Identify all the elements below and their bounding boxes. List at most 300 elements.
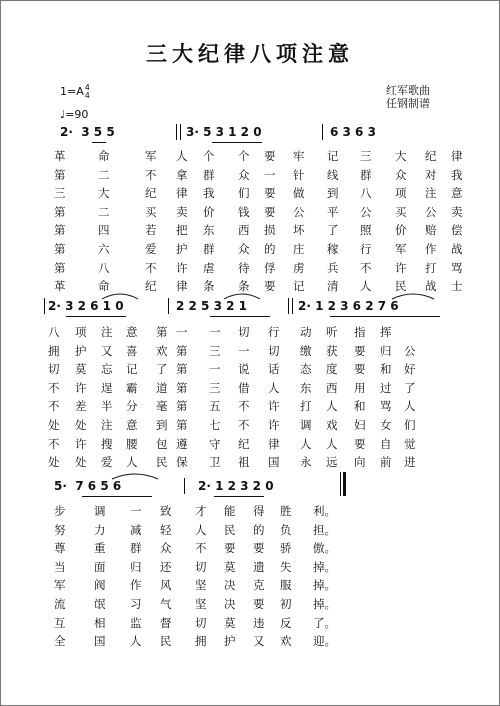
lyric-char: 掉。 [313, 578, 336, 593]
lyric-char: 相 [94, 615, 106, 630]
lyric-char: 群 [360, 167, 372, 182]
lyric-char: 胜 [280, 504, 292, 518]
lyric-char: 才 [195, 504, 207, 518]
lyric-char: 价 [395, 223, 407, 238]
lyric-char: 一 [209, 362, 221, 377]
lyric-char: 人 [360, 279, 372, 294]
barline [184, 478, 185, 494]
lyric-char: 不 [145, 260, 157, 275]
lyric-char: 俘 [264, 260, 276, 275]
lyric-char: 公 [404, 343, 416, 358]
lyric-char: 保 [176, 455, 188, 470]
lyric-char: 线 [327, 167, 339, 182]
lyric-char: 条 [238, 279, 250, 294]
lyric-char: 人 [126, 455, 138, 470]
lyric-char: 律 [268, 436, 280, 451]
lyric-char: 注 [101, 325, 113, 339]
lyric-char: 要 [354, 436, 366, 451]
lyric-char: 记 [327, 149, 339, 163]
lyric-char: 和 [354, 399, 366, 414]
lyric-char: 度 [326, 362, 338, 377]
lyric-char: 买 [395, 204, 407, 219]
lyric-char: 切 [48, 362, 60, 377]
lyric-char: 的 [264, 242, 276, 256]
lyric-char: 又 [101, 343, 113, 358]
lyric-char: 切 [238, 325, 250, 339]
lyric-char: 个 [238, 149, 250, 163]
lyric-char: 兵 [327, 260, 339, 275]
lyric-char: 战 [451, 242, 463, 256]
lyric-char: 把 [176, 223, 188, 238]
lyric-char: 包 [156, 436, 168, 451]
lyric-char: 远 [326, 455, 338, 470]
lyric-char: 大 [395, 149, 407, 163]
lyric-char: 向 [354, 455, 366, 470]
lyric-char: 作 [130, 578, 142, 593]
lyric-char: 群 [130, 541, 142, 556]
lyric-char: 不 [48, 436, 60, 451]
final-barline-thick [343, 472, 346, 496]
lyric-char: 第 [176, 399, 188, 414]
lyric-char: 气 [160, 597, 172, 611]
lyric-char: 第 [176, 362, 188, 377]
lyric-char: 自 [380, 436, 392, 451]
lyric-char: 轻 [160, 522, 172, 537]
lyric-char: 致 [160, 504, 172, 518]
song-title: 三大纪律八项注意 [146, 42, 354, 66]
lyric-char: 作 [425, 242, 437, 256]
lyric-char: 纪 [145, 279, 157, 294]
lyric-char: 民 [160, 634, 172, 649]
tempo-mark: ♩=90 [60, 108, 89, 121]
lyric-char: 一 [264, 167, 276, 182]
lyric-char: 士 [451, 279, 463, 294]
lyric-char: 决 [224, 597, 236, 611]
lyric-char: 七 [209, 418, 221, 432]
lyric-char: 行 [268, 325, 280, 339]
lyric-char: 要 [253, 597, 265, 611]
lyric-char: 三 [54, 186, 66, 201]
credits [386, 84, 430, 110]
lyric-char: 公 [425, 204, 437, 219]
lyric-char: 霸 [126, 380, 138, 395]
underline [210, 316, 270, 317]
lyric-char: 力 [94, 522, 106, 537]
lyric-char: 喜 [126, 343, 138, 358]
lyric-char: 做 [293, 186, 305, 201]
lyric-char: 公 [293, 204, 305, 219]
lyric-char: 到 [156, 418, 168, 432]
lyric-char: 用 [354, 380, 366, 395]
lyric-char: 借 [238, 380, 250, 395]
lyric-char: 差 [75, 399, 87, 414]
lyric-char: 不 [360, 260, 372, 275]
lyric-char: 又 [253, 634, 265, 649]
lyric-char: 第 [54, 260, 66, 275]
lyric-char: 革 [54, 149, 66, 163]
lyric-char: 能 [224, 504, 236, 518]
lyric-char: 律 [451, 149, 463, 163]
lyric-char: 当 [54, 559, 66, 574]
lyric-char: 价 [203, 204, 215, 219]
credit-origin: 红军歌曲 [386, 84, 430, 97]
lyric-char: 反 [280, 615, 292, 630]
lyric-char: 赔 [425, 223, 437, 238]
lyric-char: 许 [75, 380, 87, 395]
lyric-char: 许 [268, 418, 280, 432]
lyric-char: 意 [451, 186, 463, 201]
key-signature [60, 84, 90, 100]
lyric-char: 流 [54, 597, 66, 611]
lyric-char: 和 [380, 362, 392, 377]
lyric-char: 国 [268, 455, 280, 470]
lyric-char: 切 [268, 343, 280, 358]
lyric-char: 调 [94, 504, 106, 518]
lyric-char: 纪 [238, 436, 250, 451]
lyric-char: 许 [395, 260, 407, 275]
lyric-char: 群 [203, 167, 215, 182]
lyric-char: 人 [326, 436, 338, 451]
lyric-char: 腰 [126, 436, 138, 451]
lyric-char: 道 [156, 380, 168, 395]
lyric-char: 到 [327, 186, 339, 201]
lyric-char: 尊 [54, 541, 66, 556]
lyric-char: 针 [293, 167, 305, 182]
lyric-char: 听 [326, 325, 338, 339]
lyric-char: 命 [98, 279, 110, 294]
lyric-char: 调 [300, 418, 312, 432]
lyric-char: 要 [224, 541, 236, 556]
lyric-char: 不 [145, 167, 157, 182]
lyric-char: 得 [253, 504, 265, 518]
lyric-char: 还 [160, 559, 172, 574]
lyric-char: 众 [238, 167, 250, 182]
lyric-char: 人 [404, 399, 416, 414]
notation-s3-g1: 5· 7 6 5 6 [54, 479, 122, 493]
lyric-char: 遗 [253, 559, 265, 574]
lyric-char: 注 [101, 418, 113, 432]
lyric-char: 了。 [313, 615, 336, 630]
lyric-char: 众 [238, 242, 250, 256]
lyric-char: 永 [300, 455, 312, 470]
lyric-char: 拥 [48, 343, 60, 358]
lyric-char: 分 [126, 399, 138, 414]
lyric-char: 了 [327, 223, 339, 238]
lyric-char: 卖 [176, 204, 188, 219]
lyric-char: 处 [48, 455, 60, 470]
lyric-char: 坏 [293, 223, 305, 238]
lyric-char: 打 [300, 399, 312, 414]
lyric-char: 五 [209, 399, 221, 414]
lyric-char: 第 [54, 242, 66, 256]
lyric-char: 归 [380, 343, 392, 358]
lyric-char: 氓 [94, 597, 106, 611]
notation-s1-g2: 3· 5 3 1 2 0 [186, 125, 262, 139]
lyric-char: 第 [54, 167, 66, 182]
lyric-char: 卫 [209, 455, 221, 470]
lyric-char: 三 [209, 380, 221, 395]
barline [44, 298, 45, 314]
final-barline-thin [340, 472, 341, 496]
lyric-char: 纪 [425, 149, 437, 163]
lyric-char: 记 [126, 362, 138, 377]
lyric-char: 全 [54, 634, 66, 649]
lyric-char: 三 [209, 343, 221, 358]
lyric-char: 搜 [101, 436, 113, 451]
credit-arranger: 任钢制谱 [386, 97, 430, 110]
lyric-char: 切 [195, 615, 207, 630]
slur [100, 290, 140, 300]
lyric-char: 要 [354, 343, 366, 358]
notation-s2-g2: 2 2 5 3 2 1 [176, 299, 247, 313]
lyric-char: 要 [354, 362, 366, 377]
lyric-char: 逞 [101, 380, 113, 395]
lyric-char: 要 [264, 279, 276, 294]
lyric-char: 违 [253, 615, 265, 630]
lyric-char: 莫 [224, 559, 236, 574]
lyric-char: 决 [224, 578, 236, 593]
lyric-char: 钱 [238, 204, 250, 219]
lyric-char: 失 [280, 559, 292, 574]
lyric-char: 八 [98, 260, 110, 275]
underline [214, 496, 264, 497]
lyric-char: 骂 [451, 260, 463, 275]
lyric-char: 掉。 [313, 597, 336, 611]
slur [110, 470, 160, 480]
lyric-char: 重 [94, 541, 106, 556]
lyric-char: 第 [54, 223, 66, 238]
lyric-char: 人 [130, 634, 142, 649]
lyric-char: 处 [75, 418, 87, 432]
lyric-char: 克 [253, 578, 265, 593]
lyric-char: 人 [268, 380, 280, 395]
lyric-char: 公 [360, 204, 372, 219]
lyric-char: 第 [176, 380, 188, 395]
lyric-char: 革 [54, 279, 66, 294]
lyric-char: 大 [98, 186, 110, 201]
lyric-char: 要 [264, 186, 276, 201]
slur [390, 290, 436, 300]
lyric-char: 军 [54, 578, 66, 593]
lyric-char: 我 [451, 167, 463, 182]
lyric-char: 人 [176, 149, 188, 163]
lyric-char: 众 [395, 167, 407, 182]
lyric-char: 要 [253, 541, 265, 556]
lyric-char: 若 [145, 223, 157, 238]
lyric-char: 意 [126, 325, 138, 339]
lyric-char: 护 [224, 634, 236, 649]
underline [330, 316, 440, 317]
lyric-char: 民 [156, 455, 168, 470]
lyric-char: 三 [360, 149, 372, 163]
lyric-char: 初 [280, 597, 292, 611]
lyric-char: 西 [326, 380, 338, 395]
lyric-char: 的 [253, 522, 265, 537]
lyric-char: 风 [160, 578, 172, 593]
lyric-char: 不 [48, 399, 60, 414]
lyric-char: 许 [75, 436, 87, 451]
lyric-char: 待 [238, 260, 250, 275]
lyric-char: 祖 [238, 455, 250, 470]
lyric-char: 掉。 [313, 559, 336, 574]
lyric-char: 利。 [313, 504, 336, 518]
lyric-char: 莫 [224, 615, 236, 630]
lyric-char: 莫 [75, 362, 87, 377]
lyric-char: 人 [195, 522, 207, 537]
lyric-char: 一 [130, 504, 142, 518]
barline [292, 298, 293, 314]
lyric-char: 坚 [195, 597, 207, 611]
lyric-char: 骄 [280, 541, 292, 556]
time-signature [85, 84, 90, 100]
lyric-char: 八 [48, 325, 60, 339]
lyric-char: 许 [176, 260, 188, 275]
lyric-char: 第 [176, 343, 188, 358]
lyric-char: 减 [130, 522, 142, 537]
lyric-char: 记 [293, 279, 305, 294]
lyric-char: 忘 [101, 362, 113, 377]
underline [92, 142, 106, 143]
underline [82, 496, 152, 497]
lyric-char: 不 [238, 418, 250, 432]
lyric-char: 骂 [380, 399, 392, 414]
lyric-char: 照 [360, 223, 372, 238]
barline [322, 124, 323, 140]
lyric-char: 民 [224, 522, 236, 537]
lyric-char: 第 [54, 204, 66, 219]
notation-s1-g1: 2· 3 5 5 [60, 125, 115, 139]
notation-s1-g3: 6 3 6 3 [330, 125, 376, 139]
lyric-char: 迎。 [313, 634, 336, 649]
lyric-char: 切 [195, 559, 207, 574]
lyric-char: 动 [300, 325, 312, 339]
lyric-char: 负 [280, 522, 292, 537]
lyric-char: 军 [395, 242, 407, 256]
lyric-char: 六 [98, 242, 110, 256]
lyric-char: 一 [176, 325, 188, 339]
lyric-char: 服 [280, 578, 292, 593]
lyric-char: 妇 [354, 418, 366, 432]
lyric-char: 欢 [156, 343, 168, 358]
lyric-char: 国 [94, 634, 106, 649]
lyric-char: 打 [425, 260, 437, 275]
lyric-char: 项 [75, 325, 87, 339]
lyric-char: 说 [238, 362, 250, 377]
lyric-char: 东 [300, 380, 312, 395]
lyric-char: 西 [238, 223, 250, 238]
notation-s2-g3: 2· 1 2 3 6 2 7 6 [298, 299, 399, 313]
lyric-char: 了 [156, 362, 168, 377]
lyric-char: 进 [404, 455, 416, 470]
lyric-char: 东 [203, 223, 215, 238]
lyric-char: 律 [176, 279, 188, 294]
lyric-char: 虐 [203, 260, 215, 275]
lyric-char: 人 [300, 436, 312, 451]
lyric-char: 归 [130, 559, 142, 574]
lyric-char: 处 [75, 455, 87, 470]
lyric-char: 损 [264, 223, 276, 238]
time-numerator: 4 [84, 83, 90, 92]
lyric-char: 督 [160, 615, 172, 630]
lyric-char: 担。 [313, 522, 336, 537]
lyric-char: 了 [404, 380, 416, 395]
lyric-char: 注 [425, 186, 437, 201]
lyric-char: 爱 [145, 242, 157, 256]
lyric-char: 平 [327, 204, 339, 219]
lyric-char: 傲。 [313, 541, 336, 556]
lyric-char: 女 [380, 418, 392, 432]
lyric-char: 要 [264, 149, 276, 163]
lyric-char: 卖 [451, 204, 463, 219]
lyric-char: 八 [360, 186, 372, 201]
lyric-char: 牢 [293, 149, 305, 163]
lyric-char: 习 [130, 597, 142, 611]
lyric-char: 面 [94, 559, 106, 574]
lyric-char: 拿 [176, 167, 188, 182]
lyric-char: 半 [101, 399, 113, 414]
lyric-char: 获 [326, 343, 338, 358]
lyric-char: 偿 [451, 223, 463, 238]
barline [168, 298, 169, 314]
lyric-char: 守 [209, 436, 221, 451]
lyric-char: 处 [48, 418, 60, 432]
lyric-char: 爱 [101, 455, 113, 470]
lyric-char: 第 [176, 418, 188, 432]
time-denominator: 4 [84, 91, 90, 100]
lyric-char: 坚 [195, 578, 207, 593]
lyric-char: 战 [425, 279, 437, 294]
lyric-char: 努 [54, 522, 66, 537]
underline [212, 142, 262, 143]
lyric-char: 监 [130, 615, 142, 630]
lyric-char: 对 [425, 167, 437, 182]
lyric-char: 毫 [156, 399, 168, 414]
barline [288, 298, 289, 314]
lyric-char: 觉 [404, 436, 416, 451]
lyric-char: 过 [380, 380, 392, 395]
lyric-char: 二 [98, 204, 110, 219]
key-label: 1=A [60, 85, 84, 98]
lyric-char: 一 [209, 325, 221, 339]
lyric-char: 好 [404, 362, 416, 377]
lyric-char: 虏 [293, 260, 305, 275]
lyric-char: 阀 [94, 578, 106, 593]
lyric-char: 民 [395, 279, 407, 294]
lyric-char: 人 [326, 399, 338, 414]
lyric-char: 军 [145, 149, 157, 163]
lyric-char: 四 [98, 223, 110, 238]
lyric-char: 话 [268, 362, 280, 377]
lyric-char: 纪 [145, 186, 157, 201]
lyric-char: 个 [203, 149, 215, 163]
barline [176, 124, 177, 140]
lyric-char: 指 [354, 325, 366, 339]
lyric-char: 护 [75, 343, 87, 358]
lyric-char: 一 [238, 343, 250, 358]
lyric-char: 拥 [195, 634, 207, 649]
slur [222, 290, 262, 300]
underline [66, 316, 126, 317]
lyric-char: 护 [176, 242, 188, 256]
lyric-char: 们 [238, 186, 250, 201]
lyric-char: 我 [203, 186, 215, 201]
lyric-char: 条 [203, 279, 215, 294]
lyric-char: 前 [380, 455, 392, 470]
lyric-char: 许 [268, 399, 280, 414]
lyric-char: 互 [54, 615, 66, 630]
lyric-char: 们 [404, 418, 416, 432]
lyric-char: 意 [126, 418, 138, 432]
